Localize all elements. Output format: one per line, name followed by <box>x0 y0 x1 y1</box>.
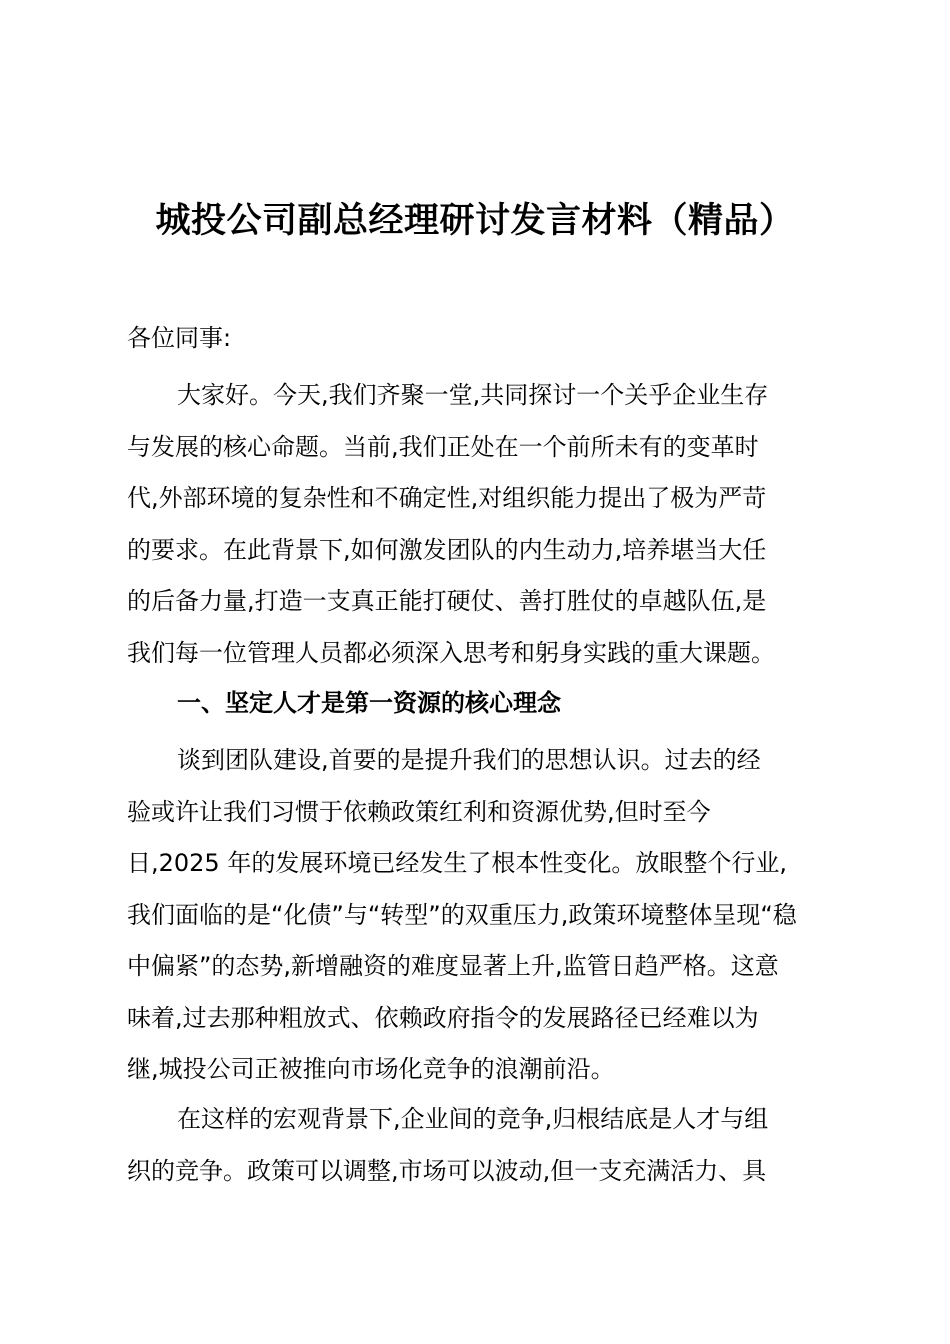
paragraph-line: 继,城投公司正被推向市场化竞争的浪潮前沿。 <box>127 1055 615 1083</box>
document-title: 城投公司副总经理研讨发言材料（精品） <box>155 201 795 241</box>
paragraph-line: 中偏紧”的态势,新增融资的难度显著上升,监管日趋严格。这意 <box>127 952 779 980</box>
paragraph-line: 的后备力量,打造一支真正能打硬仗、善打胜仗的卓越队伍,是 <box>127 587 767 615</box>
paragraph-line: 验或许让我们习惯于依赖政策红利和资源优势,但时至今 <box>127 797 711 826</box>
paragraph-line: 我们每一位管理人员都必须深入思考和躬身实践的重大课题。 <box>127 638 775 667</box>
paragraph-line: 我们面临的是“化债”与“转型”的双重压力,政策环境整体呈现“稳 <box>127 900 797 929</box>
paragraph-line: 织的竞争。政策可以调整,市场可以波动,但一支充满活力、具 <box>127 1156 767 1185</box>
paragraph-line: 味着,过去那种粗放式、依赖政府指令的发展路径已经难以为 <box>127 1003 759 1032</box>
paragraph-intro <box>127 370 827 679</box>
section-heading-text: 一、坚定人才是第一资源的核心理念 <box>177 689 561 717</box>
section-heading <box>127 678 827 730</box>
paragraph-line: 的要求。在此背景下,如何激发团队的内生动力,培养堪当大任 <box>127 535 767 564</box>
paragraph-line: 与发展的核心命题。当前,我们正处在一个前所未有的变革时 <box>127 432 759 461</box>
paragraph-section1-a <box>127 735 827 1096</box>
paragraph-line: 日,2025 年的发展环境已经发生了根本性变化。放眼整个行业, <box>127 849 787 877</box>
paragraph-line: 谈到团队建设,首要的是提升我们的思想认识。过去的经 <box>177 746 761 774</box>
paragraph-line: 大家好。今天,我们齐聚一堂,共同探讨一个关乎企业生存 <box>177 381 769 409</box>
paragraph-line: 在这样的宏观背景下,企业间的竞争,归根结底是人才与组 <box>177 1105 769 1133</box>
paragraph-section1-b <box>127 1094 827 1197</box>
paragraph-line: 代,外部环境的复杂性和不确定性,对组织能力提出了极为严苛 <box>127 484 767 512</box>
salutation: 各位同事: <box>127 324 232 352</box>
